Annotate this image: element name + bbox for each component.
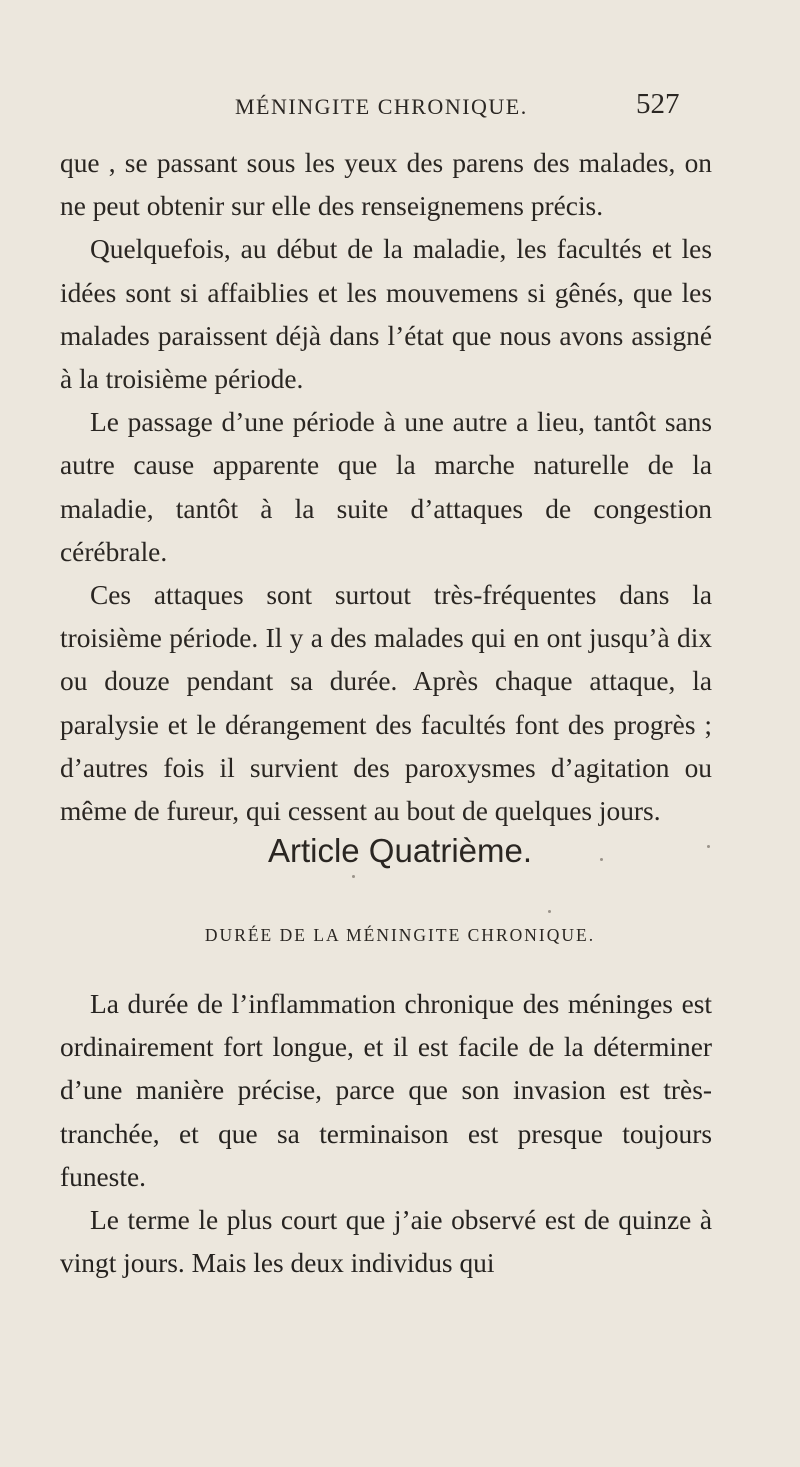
page-number: 527 (636, 88, 680, 120)
paragraph: La durée de l’inflammation chronique des méninges est ordinairement fort longue, et il est facile de la déterminer d’une manière précise, parce que son invasion est très-tranchée, et que sa terminaison est presque toujours funeste. (60, 989, 712, 1192)
paper-speck (352, 875, 355, 878)
article-heading: Article Quatrième. (267, 832, 533, 869)
paper-speck (548, 910, 551, 913)
paper-speck (707, 845, 710, 848)
paragraph-continuation: que , se passant sous les yeux des parens des malades, on ne peut obtenir sur elle des renseignemens précis. (60, 148, 712, 222)
running-head (0, 88, 800, 128)
main-text (60, 142, 712, 833)
paper-speck (600, 858, 603, 861)
running-title: MÉNINGITE CHRONIQUE. (235, 94, 528, 119)
section-subheading: DURÉE DE LA MÉNINGITE CHRONIQUE. (204, 925, 596, 945)
article-text (60, 983, 712, 1285)
paragraph: Le passage d’une période à une autre a lieu, tantôt sans autre cause apparente que la marche naturelle de la maladie, tantôt à la suite d’attaques de congestion cérébrale. (60, 407, 712, 567)
paragraph: Le terme le plus court que j’aie observé est de quinze à vingt jours. Mais les deux individus qui (60, 1205, 712, 1279)
paragraph: Ces attaques sont surtout très-fréquentes dans la troisième période. Il y a des malades qui en ont jusqu’à dix ou douze pendant sa durée. Après chaque attaque, la paralysie et le dérangement des facultés font des progrès ; d’autres fois il survient des paroxysmes d’agitation ou même de fureur, qui cessent au bout de quelques jours. (60, 580, 712, 827)
paragraph: Quelquefois, au début de la maladie, les facultés et les idées sont si affaiblies et les mouvemens si gênés, que les malades paraissent déjà dans l’état que nous avons assigné à la troisième période. (60, 234, 712, 395)
